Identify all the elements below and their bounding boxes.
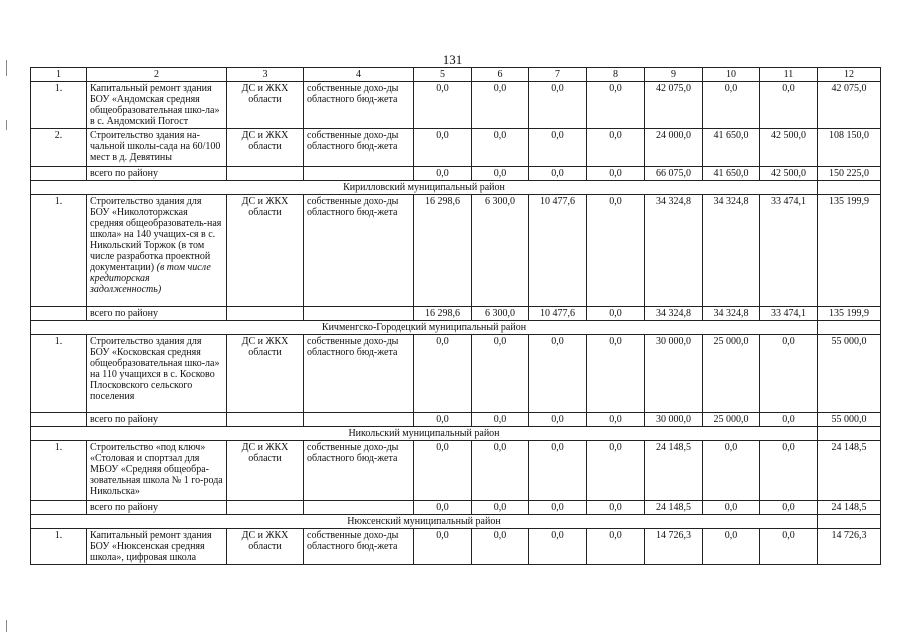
value-cell: 0,0 [529, 167, 587, 181]
table-row [31, 82, 881, 129]
value-cell: 42 075,0 [645, 82, 703, 129]
section-title: Кирилловский муниципальный район [31, 181, 818, 195]
margin-mark [6, 60, 7, 76]
section-row [31, 427, 881, 441]
value-cell: 135 199,9 [818, 307, 881, 321]
value-cell: 0,0 [414, 167, 472, 181]
value-cell: 34 324,8 [645, 307, 703, 321]
value-cell: 34 324,8 [703, 195, 760, 307]
value-cell: 10 477,6 [529, 307, 587, 321]
dept-cell [227, 167, 304, 181]
value-cell: 0,0 [414, 129, 472, 167]
value-cell: 0,0 [587, 82, 645, 129]
column-header: 3 [227, 68, 304, 82]
value-cell: 0,0 [760, 501, 818, 515]
value-cell: 0,0 [414, 441, 472, 501]
object-name [87, 82, 227, 129]
value-cell: 0,0 [472, 129, 529, 167]
value-cell: 16 298,6 [414, 195, 472, 307]
value-cell: 33 474,1 [760, 195, 818, 307]
section-empty-cell [818, 515, 881, 529]
index-cell [31, 501, 87, 515]
table-row [31, 335, 881, 413]
column-header: 8 [587, 68, 645, 82]
source-cell: собственные дохо-ды областного бюд-жета [304, 335, 414, 413]
value-cell: 0,0 [587, 129, 645, 167]
value-cell: 0,0 [472, 529, 529, 565]
total-row [31, 501, 881, 515]
row-index: 1. [31, 195, 87, 307]
object-name [87, 195, 227, 307]
index-cell [31, 413, 87, 427]
dept-cell: ДС и ЖКХ области [227, 82, 304, 129]
table-row [31, 441, 881, 501]
value-cell: 0,0 [472, 441, 529, 501]
section-empty-cell [818, 181, 881, 195]
value-cell: 0,0 [414, 82, 472, 129]
total-label: всего по району [87, 501, 227, 515]
column-header: 6 [472, 68, 529, 82]
section-row [31, 181, 881, 195]
dept-cell: ДС и ЖКХ области [227, 335, 304, 413]
value-cell: 0,0 [703, 441, 760, 501]
margin-mark [6, 120, 7, 130]
value-cell: 24 148,5 [818, 441, 881, 501]
value-cell: 30 000,0 [645, 335, 703, 413]
index-cell [31, 307, 87, 321]
section-row [31, 515, 881, 529]
source-cell: собственные дохо-ды областного бюд-жета [304, 441, 414, 501]
value-cell: 0,0 [587, 195, 645, 307]
total-label: всего по району [87, 307, 227, 321]
dept-cell: ДС и ЖКХ области [227, 195, 304, 307]
section-row [31, 321, 881, 335]
column-header: 5 [414, 68, 472, 82]
value-cell: 0,0 [760, 335, 818, 413]
value-cell: 41 650,0 [703, 167, 760, 181]
total-row [31, 413, 881, 427]
source-cell [304, 413, 414, 427]
value-cell: 55 000,0 [818, 335, 881, 413]
object-name-text: Капитальный ремонт здания БОУ «Нюксенская средняя школа», цифровая школа [90, 530, 212, 563]
dept-cell [227, 501, 304, 515]
value-cell: 0,0 [529, 529, 587, 565]
value-cell: 41 650,0 [703, 129, 760, 167]
value-cell: 0,0 [529, 413, 587, 427]
dept-cell: ДС и ЖКХ области [227, 441, 304, 501]
value-cell: 0,0 [472, 501, 529, 515]
budget-table [30, 67, 881, 565]
table-row [31, 129, 881, 167]
object-name [87, 335, 227, 413]
source-cell: собственные дохо-ды областного бюд-жета [304, 529, 414, 565]
value-cell: 0,0 [703, 82, 760, 129]
value-cell: 0,0 [587, 501, 645, 515]
value-cell: 24 148,5 [645, 501, 703, 515]
value-cell: 0,0 [587, 167, 645, 181]
total-label: всего по району [87, 413, 227, 427]
section-empty-cell [818, 321, 881, 335]
row-index: 1. [31, 441, 87, 501]
value-cell: 0,0 [529, 501, 587, 515]
value-cell: 150 225,0 [818, 167, 881, 181]
value-cell: 0,0 [414, 529, 472, 565]
value-cell: 0,0 [414, 335, 472, 413]
section-title: Никольский муниципальный район [31, 427, 818, 441]
source-cell: собственные дохо-ды областного бюд-жета [304, 195, 414, 307]
value-cell: 14 726,3 [818, 529, 881, 565]
value-cell: 0,0 [472, 82, 529, 129]
value-cell: 0,0 [529, 335, 587, 413]
source-cell [304, 501, 414, 515]
value-cell: 135 199,9 [818, 195, 881, 307]
value-cell: 0,0 [587, 307, 645, 321]
object-name-text: Строительство здания для БОУ «Николоторжская средняя общеобразователь-ная школа» на 140 учащих-ся в с. Никольский Торжок (в том числе разработка проектной документации) [90, 196, 222, 273]
object-name [87, 129, 227, 167]
value-cell: 16 298,6 [414, 307, 472, 321]
value-cell: 34 324,8 [645, 195, 703, 307]
dept-cell [227, 413, 304, 427]
section-title: Нюксенский муниципальный район [31, 515, 818, 529]
source-cell [304, 167, 414, 181]
source-cell: собственные дохо-ды областного бюд-жета [304, 129, 414, 167]
value-cell: 0,0 [529, 441, 587, 501]
value-cell: 30 000,0 [645, 413, 703, 427]
value-cell: 0,0 [587, 335, 645, 413]
object-name [87, 441, 227, 501]
column-header: 12 [818, 68, 881, 82]
section-title: Кичменгско-Городецкий муниципальный район [31, 321, 818, 335]
table-row [31, 529, 881, 565]
column-header: 2 [87, 68, 227, 82]
row-index: 1. [31, 335, 87, 413]
object-name-note: (в том числе кредиторская задолженность) [90, 262, 211, 295]
value-cell: 24 148,5 [645, 441, 703, 501]
total-label: всего по району [87, 167, 227, 181]
object-name-text: Капитальный ремонт здания БОУ «Андомская средняя общеобразовательная шко-ла» в с. Андомский Погост [90, 83, 220, 127]
value-cell: 14 726,3 [645, 529, 703, 565]
value-cell: 6 300,0 [472, 307, 529, 321]
section-empty-cell [818, 427, 881, 441]
object-name-text: Строительство «под ключ» «Столовая и спортзал для МБОУ «Средняя общеобра-зовательная школа № 1 го-рода Никольска» [90, 442, 223, 497]
value-cell: 0,0 [529, 82, 587, 129]
row-index: 1. [31, 529, 87, 565]
margin-mark [6, 620, 7, 632]
value-cell: 0,0 [760, 82, 818, 129]
value-cell: 0,0 [414, 413, 472, 427]
value-cell: 108 150,0 [818, 129, 881, 167]
column-header: 11 [760, 68, 818, 82]
value-cell: 0,0 [703, 501, 760, 515]
value-cell: 0,0 [472, 167, 529, 181]
object-name-text: Строительство здания на-чальной школы-сада на 60/100 мест в д. Девятины [90, 130, 221, 163]
dept-cell: ДС и ЖКХ области [227, 129, 304, 167]
column-header: 9 [645, 68, 703, 82]
column-header: 1 [31, 68, 87, 82]
value-cell: 0,0 [703, 529, 760, 565]
value-cell: 34 324,8 [703, 307, 760, 321]
value-cell: 42 075,0 [818, 82, 881, 129]
value-cell: 25 000,0 [703, 335, 760, 413]
column-header: 4 [304, 68, 414, 82]
value-cell: 33 474,1 [760, 307, 818, 321]
value-cell: 0,0 [760, 529, 818, 565]
row-index: 1. [31, 82, 87, 129]
value-cell: 25 000,0 [703, 413, 760, 427]
value-cell: 42 500,0 [760, 167, 818, 181]
source-cell: собственные дохо-ды областного бюд-жета [304, 82, 414, 129]
value-cell: 10 477,6 [529, 195, 587, 307]
value-cell: 0,0 [472, 335, 529, 413]
dept-cell [227, 307, 304, 321]
total-row [31, 167, 881, 181]
value-cell: 66 075,0 [645, 167, 703, 181]
value-cell: 24 000,0 [645, 129, 703, 167]
object-name-text: Строительство здания для БОУ «Косковская средняя общеобразовательная шко-ла» на 110 учащихся в с. Косково Плосковского сельского поселения [90, 336, 220, 402]
column-header: 10 [703, 68, 760, 82]
value-cell: 0,0 [587, 413, 645, 427]
source-cell [304, 307, 414, 321]
value-cell: 42 500,0 [760, 129, 818, 167]
total-row [31, 307, 881, 321]
value-cell: 6 300,0 [472, 195, 529, 307]
value-cell: 0,0 [414, 501, 472, 515]
table-row [31, 195, 881, 307]
value-cell: 0,0 [472, 413, 529, 427]
page-number: 131 [442, 52, 463, 67]
column-header-row [31, 68, 881, 82]
value-cell: 0,0 [760, 413, 818, 427]
object-name [87, 529, 227, 565]
row-index: 2. [31, 129, 87, 167]
value-cell: 0,0 [587, 441, 645, 501]
value-cell: 0,0 [587, 529, 645, 565]
value-cell: 0,0 [529, 129, 587, 167]
index-cell [31, 167, 87, 181]
dept-cell: ДС и ЖКХ области [227, 529, 304, 565]
value-cell: 55 000,0 [818, 413, 881, 427]
value-cell: 24 148,5 [818, 501, 881, 515]
column-header: 7 [529, 68, 587, 82]
value-cell: 0,0 [760, 441, 818, 501]
